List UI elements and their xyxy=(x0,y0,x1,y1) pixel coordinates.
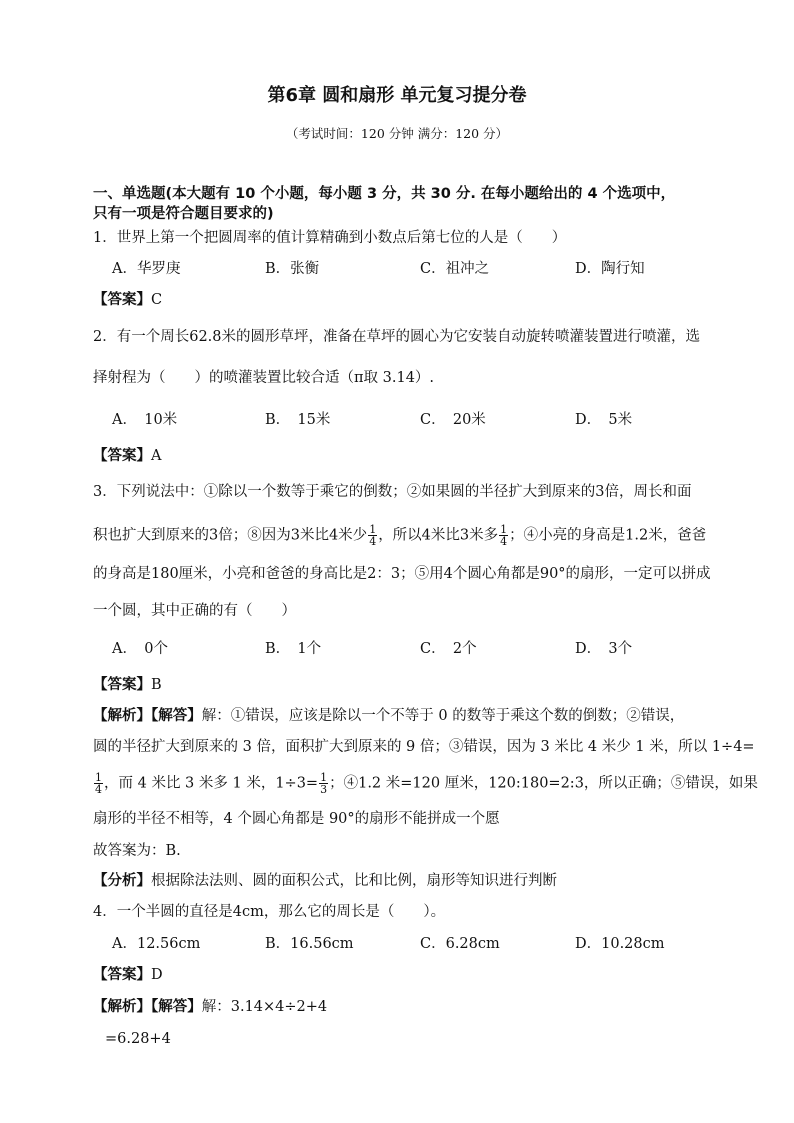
question-2-option-c: C． 20米 xyxy=(420,412,486,428)
fraction-denominator: 4 xyxy=(369,535,377,548)
fraction-numerator: 1 xyxy=(320,771,328,784)
fraction-one-quarter xyxy=(499,524,508,547)
fraction-denominator: 4 xyxy=(95,783,102,796)
question-1-answer xyxy=(93,290,162,310)
question-1-option-b: B．张衡 xyxy=(265,261,320,277)
section-heading-line1: 一、单选题(本大题有 10 个小题，每小题 3 分，共 30 分. 在每小题给出的 4 个选项中， xyxy=(93,186,676,202)
stem-text: 积也扩大到原来的3倍；⑧因为3米比4米少 xyxy=(93,527,368,544)
fenxi-text: 根据除法法则、圆的面积公式，比和比例，扇形等知识进行判断 xyxy=(151,873,557,889)
fraction-numerator: 1 xyxy=(500,523,508,536)
question-2-option-a: A． 10米 xyxy=(112,412,178,428)
question-3-analysis-line1 xyxy=(93,706,684,726)
question-1-option-a: A．华罗庚 xyxy=(112,261,181,277)
question-3-answer xyxy=(93,675,162,695)
question-2-answer xyxy=(93,446,161,466)
fraction-one-quarter xyxy=(368,524,377,547)
question-3-analysis-line2: 圆的半径扩大到原来的 3 倍，面积扩大到原来的 9 倍；③错误，因为 3 米比 4 米少 1 米，所以 1÷4= xyxy=(93,739,755,755)
answer-tag: 【答案】 xyxy=(93,447,151,464)
question-3-option-a: A． 0个 xyxy=(112,641,168,657)
question-3-analysis-line4: 扇形的半径不相等，4 个圆心角都是 90°的扇形不能拼成一个愿 xyxy=(93,811,500,827)
answer-value: D xyxy=(151,967,163,983)
answer-value: C xyxy=(151,292,163,308)
question-3-stem-line3: 的身高是180厘米，小亮和爸爸的身高比是2：3；⑤用4个圆心角都是90°的扇形，一定可以拼成 xyxy=(93,566,711,582)
answer-value: B xyxy=(151,677,162,693)
page-title: 第6章 圆和扇形 单元复习提分卷 xyxy=(267,85,527,106)
question-2-stem-line1: 2．有一个周长62.8米的圆形草坪，准备在草坪的圆心为它安装自动旋转喷灌装置进行喷灌，选 xyxy=(93,329,701,345)
section-heading-line2: 只有一项是符合题目要求的) xyxy=(93,206,274,222)
question-3-stem-line4: 一个圆，其中正确的有（ ） xyxy=(93,603,296,619)
analysis-text: ；④1.2 米=120 厘米，120:180=2:3，所以正确；⑤错误，如果 xyxy=(329,775,758,792)
question-3-fenxi xyxy=(93,871,557,891)
question-3-analysis-line3 xyxy=(93,772,758,795)
exam-info: （考试时间：120 分钟 满分：120 分） xyxy=(285,126,509,141)
question-4-stem: 4．一个半圆的直径是4cm，那么它的周长是（ ）。 xyxy=(93,904,446,920)
fraction-denominator: 3 xyxy=(320,783,328,796)
question-2-option-d: D． 5米 xyxy=(575,412,633,428)
question-3-option-c: C． 2个 xyxy=(420,641,477,657)
question-3-stem-line1: 3．下列说法中：①除以一个数等于乘它的倒数；②如果圆的半径扩大到原来的3倍，周长和面 xyxy=(93,484,692,500)
question-1-option-c: C．祖冲之 xyxy=(420,261,490,277)
answer-tag: 【答案】 xyxy=(93,676,151,693)
question-3-stem-line2 xyxy=(93,524,706,547)
question-4-answer xyxy=(93,965,163,985)
fraction-one-quarter xyxy=(94,772,103,795)
question-4-option-a: A．12.56cm xyxy=(112,936,201,952)
question-4-option-b: B．16.56cm xyxy=(265,936,354,952)
question-2-stem-line2: 择射程为（ ）的喷灌装置比较合适（π取 3.14）. xyxy=(93,370,435,386)
analysis-text: ，而 4 米比 3 米多 1 米，1÷3= xyxy=(104,775,319,792)
answer-tag: 【答案】 xyxy=(93,291,151,308)
question-4-option-d: D．10.28cm xyxy=(575,936,665,952)
question-1-option-d: D．陶行知 xyxy=(575,261,645,277)
answer-value: A xyxy=(151,448,162,464)
question-3-conclusion: 故答案为：B. xyxy=(93,843,181,859)
question-4-option-c: C．6.28cm xyxy=(420,936,500,952)
analysis-text: 解：①错误，应该是除以一个不等于 0 的数等于乘这个数的倒数；②错误， xyxy=(201,708,685,724)
question-3-option-d: D． 3个 xyxy=(575,641,633,657)
stem-text: ，所以4米比3米多 xyxy=(378,527,499,544)
fenxi-tag: 【分析】 xyxy=(93,872,151,889)
question-4-analysis-line1 xyxy=(93,997,327,1017)
answer-tag: 【答案】 xyxy=(93,966,151,983)
fraction-denominator: 4 xyxy=(500,535,508,548)
question-3-option-b: B． 1个 xyxy=(265,641,322,657)
analysis-text: 解：3.14×4÷2+4 xyxy=(201,999,328,1015)
analysis-tag: 【解析】【解答】 xyxy=(93,707,202,724)
fraction-numerator: 1 xyxy=(95,771,102,784)
fraction-numerator: 1 xyxy=(369,523,377,536)
analysis-tag: 【解析】【解答】 xyxy=(93,998,202,1015)
stem-text: ；④小亮的身高是1.2米，爸爸 xyxy=(509,527,707,544)
question-1-stem: 1．世界上第一个把圆周率的值计算精确到小数点后第七位的人是（ ） xyxy=(93,230,567,246)
fraction-one-third xyxy=(319,772,328,795)
question-4-analysis-line2: =6.28+4 xyxy=(105,1031,171,1047)
question-2-option-b: B． 15米 xyxy=(265,412,331,428)
